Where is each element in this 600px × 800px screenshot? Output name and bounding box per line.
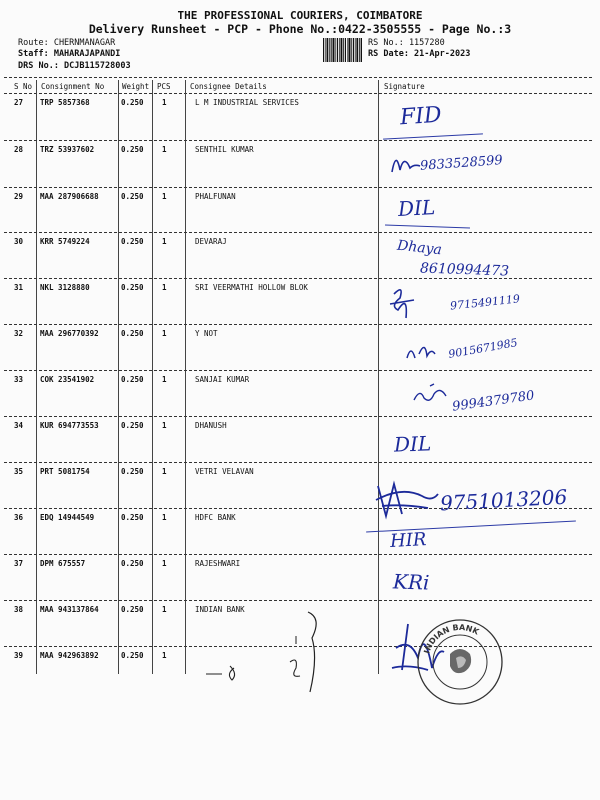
handwritten-signature: KRi — [392, 569, 430, 595]
cell-pcs: 1 — [162, 283, 167, 292]
rs-number: RS No.: 1157280 — [368, 38, 445, 48]
cell-consignee: RAJESHWARI — [195, 559, 241, 568]
cell-sno: 27 — [14, 98, 24, 107]
handwritten-signature: 9715491119 — [449, 292, 521, 313]
rs-date: RS Date: 21-Apr-2023 — [368, 49, 471, 59]
handwritten-signature: 9994379780 — [451, 388, 536, 415]
pencil-marks — [200, 608, 340, 698]
handwritten-signature: HIR — [389, 529, 427, 552]
staff-label: Staff: MAHARAJAPANDI — [18, 49, 121, 59]
cell-sno: 34 — [14, 421, 24, 430]
cell-sno: 37 — [14, 559, 24, 568]
signature-scribble — [390, 146, 422, 176]
cell-sno: 33 — [14, 375, 24, 384]
route-label: Route: CHERNMANAGAR — [18, 38, 116, 48]
cell-consignee: SANJAI KUMAR — [195, 375, 250, 384]
cell-consignee: DHANUSH — [195, 421, 227, 430]
cell-sno: 31 — [14, 283, 24, 292]
cell-consignee: L M INDUSTRIAL SERVICES — [195, 98, 299, 107]
cell-weight: 0.250 — [121, 98, 144, 107]
cell-consignment-no: TRZ 53937602 — [40, 145, 95, 154]
runsheet-title: Delivery Runsheet - PCP - Phone No.:0422-3505555 - Page No.:3 — [88, 22, 512, 36]
cell-pcs: 1 — [162, 605, 167, 614]
cell-pcs: 1 — [162, 329, 167, 338]
column-divider — [118, 80, 119, 674]
svg-text:INDIAN BANK — [422, 623, 481, 655]
cell-weight: 0.250 — [121, 467, 144, 476]
handwritten-signature: 9833528599 — [419, 153, 504, 174]
cell-sno: 38 — [14, 605, 24, 614]
cell-consignment-no: MAA 943137864 — [40, 605, 99, 614]
signature-scribble — [386, 284, 420, 320]
drs-number: DRS No.: DCJB115728003 — [18, 61, 131, 71]
cell-weight: 0.250 — [121, 145, 144, 154]
header-weight: Weight — [122, 82, 150, 91]
column-divider — [378, 80, 379, 674]
cell-pcs: 1 — [162, 559, 167, 568]
cell-consignment-no: DPM 675557 — [40, 559, 86, 568]
cell-consignee: HDFC BANK — [195, 513, 236, 522]
handwritten-signature: 8610994473 — [419, 260, 510, 280]
signature-underline — [383, 133, 483, 139]
column-divider — [185, 80, 186, 674]
cell-consignment-no: MAA 287906688 — [40, 192, 99, 201]
cell-consignment-no: MAA 296770392 — [40, 329, 99, 338]
cell-weight: 0.250 — [121, 559, 144, 568]
handwritten-signature: Dhaya — [396, 237, 443, 259]
cell-consignee: VETRI VELAVAN — [195, 467, 254, 476]
cell-consignment-no: MAA 942963892 — [40, 651, 99, 660]
row-separator — [4, 462, 592, 463]
cell-pcs: 1 — [162, 467, 167, 476]
cell-weight: 0.250 — [121, 283, 144, 292]
column-divider — [36, 80, 37, 674]
handwritten-signature: FID — [399, 102, 443, 131]
header-bottom-rule — [4, 93, 592, 94]
cell-weight: 0.250 — [121, 651, 144, 660]
cell-consignee: Y NOT — [195, 329, 218, 338]
cell-consignee: PHALFUNAN — [195, 192, 236, 201]
cell-weight: 0.250 — [121, 421, 144, 430]
cell-pcs: 1 — [162, 192, 167, 201]
bank-stamp — [416, 618, 504, 706]
row-separator — [4, 554, 592, 555]
cell-pcs: 1 — [162, 651, 167, 660]
cell-consignee: SENTHIL KUMAR — [195, 145, 254, 154]
barcode-image — [323, 38, 363, 62]
row-separator — [4, 324, 592, 325]
cell-sno: 30 — [14, 237, 24, 246]
cell-weight: 0.250 — [121, 605, 144, 614]
signature-scribble — [410, 382, 450, 410]
cell-sno: 36 — [14, 513, 24, 522]
cell-weight: 0.250 — [121, 375, 144, 384]
cell-consignee: DEVARAJ — [195, 237, 227, 246]
row-separator — [4, 140, 592, 141]
handwritten-signature: 9015671985 — [447, 336, 519, 361]
signature-scribble — [405, 336, 437, 364]
header-consignee: Consignee Details — [190, 82, 267, 91]
cell-pcs: 1 — [162, 98, 167, 107]
cell-consignment-no: PRT 5081754 — [40, 467, 90, 476]
cell-pcs: 1 — [162, 513, 167, 522]
cell-pcs: 1 — [162, 237, 167, 246]
cell-sno: 28 — [14, 145, 24, 154]
cell-consignment-no: EDQ 14944549 — [40, 513, 95, 522]
stamp-text: INDIAN BANK — [422, 622, 481, 655]
cell-consignment-no: KRR 5749224 — [40, 237, 90, 246]
header-sno: S No — [14, 82, 33, 91]
cell-consignment-no: NKL 3128880 — [40, 283, 90, 292]
header-signature: Signature — [384, 82, 425, 91]
cell-sno: 35 — [14, 467, 24, 476]
cell-pcs: 1 — [162, 421, 167, 430]
cell-pcs: 1 — [162, 145, 167, 154]
cell-weight: 0.250 — [121, 237, 144, 246]
handwritten-signature: DIL — [393, 431, 432, 457]
table-top-rule — [4, 77, 592, 78]
row-separator — [4, 232, 592, 233]
signature-scribble — [372, 476, 442, 522]
row-separator — [4, 187, 592, 188]
handwritten-signature: 9751013206 — [439, 484, 568, 516]
cell-weight: 0.250 — [121, 329, 144, 338]
header-pcs: PCS — [157, 82, 171, 91]
signature-underline — [385, 225, 470, 229]
cell-consignee: SRI VEERMATHI HOLLOW BLOK — [195, 283, 308, 292]
cell-consignment-no: COK 23541902 — [40, 375, 95, 384]
cell-weight: 0.250 — [121, 513, 144, 522]
row-separator — [4, 600, 592, 601]
cell-sno: 32 — [14, 329, 24, 338]
cell-sno: 29 — [14, 192, 24, 201]
company-name: THE PROFESSIONAL COURIERS, COIMBATORE — [177, 9, 423, 22]
cell-consignee: INDIAN BANK — [195, 605, 245, 614]
handwritten-signature: DIL — [397, 195, 436, 221]
row-separator — [4, 370, 592, 371]
header-consignment: Consignment No — [41, 82, 105, 91]
cell-pcs: 1 — [162, 375, 167, 384]
cell-sno: 39 — [14, 651, 24, 660]
row-separator — [4, 416, 592, 417]
cell-consignment-no: TRP 5857368 — [40, 98, 90, 107]
cell-weight: 0.250 — [121, 192, 144, 201]
cell-consignment-no: KUR 694773553 — [40, 421, 99, 430]
column-divider — [152, 80, 153, 674]
